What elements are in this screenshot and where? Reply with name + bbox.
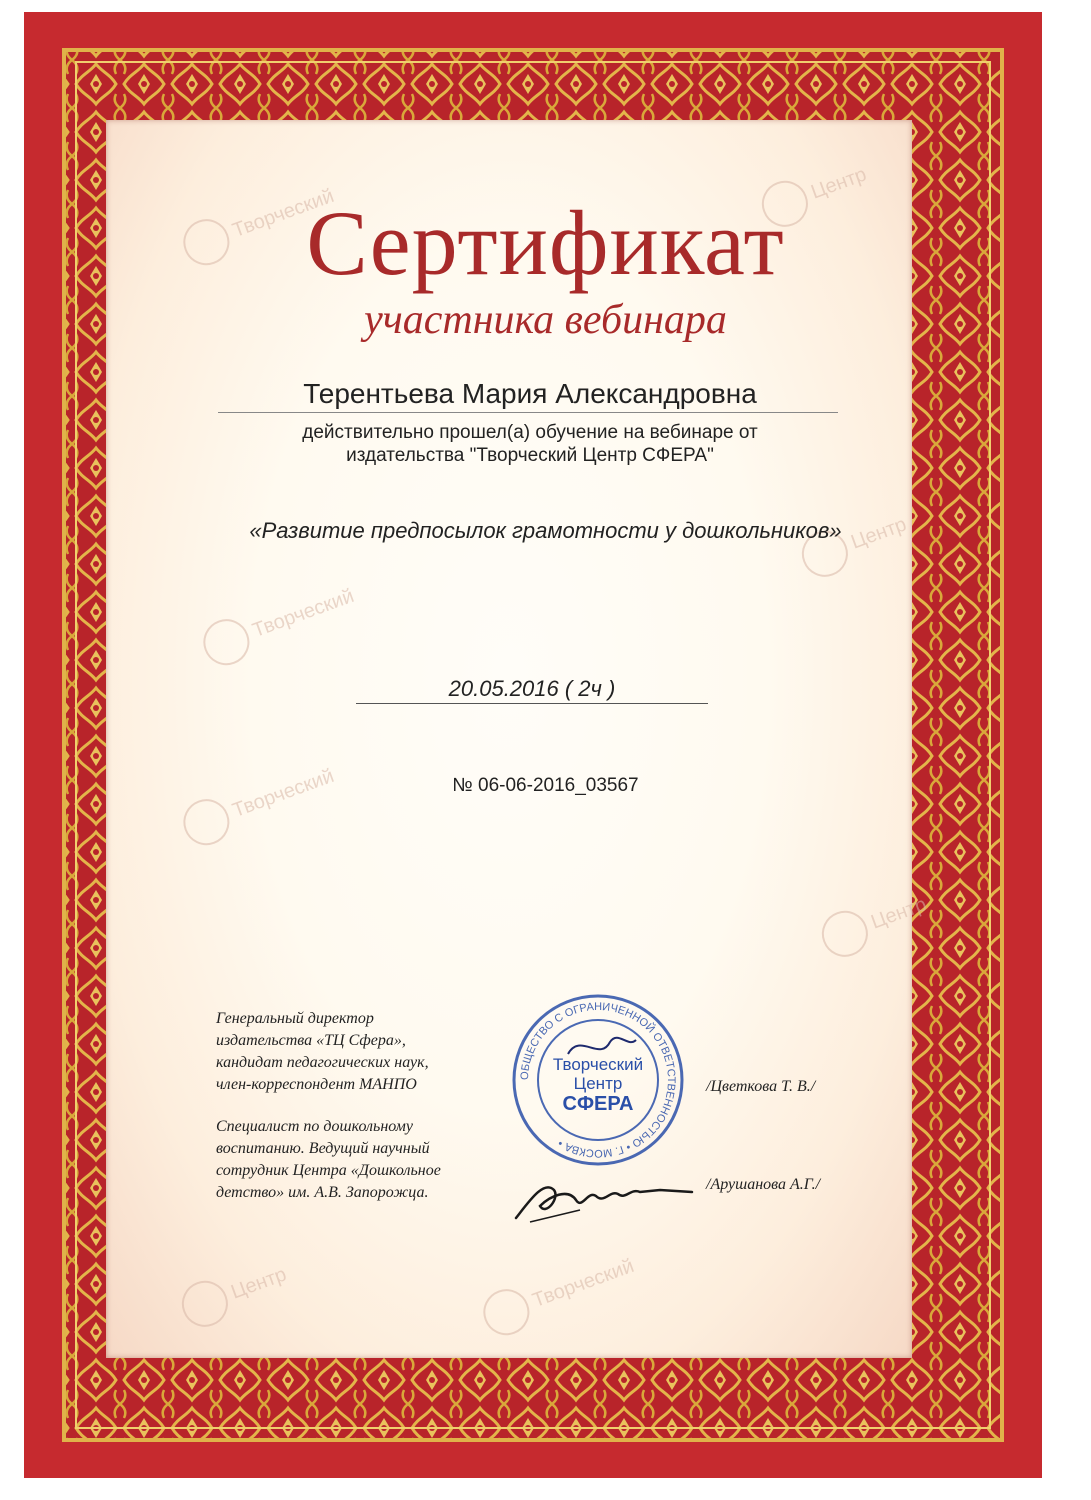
signatory-name: /Арушанова А.Г./ [706, 1176, 821, 1193]
name-underline [218, 412, 838, 413]
webinar-date: 20.05.2016 ( 2ч ) [448, 676, 616, 701]
watermark-logo: Творческий [197, 574, 361, 671]
position-line: детство» им. А.В. Запорожца. [216, 1184, 429, 1201]
date-underline [356, 703, 708, 704]
position-line: Генеральный директор [216, 1010, 374, 1027]
passed-text-line: издательства "Творческий Центр СФЕРА" [346, 445, 714, 466]
signatory-position [216, 1116, 516, 1204]
stamp-center-text: СФЕРА [562, 1093, 634, 1115]
position-line: воспитанию. Ведущий научный [216, 1140, 430, 1157]
certificate-number: № 06-06-2016_03567 [452, 775, 639, 796]
passed-text [220, 421, 840, 467]
watermark-logo: Центр [175, 1253, 293, 1334]
passed-text-line: действительно прошел(а) обучение на вебинаре от [302, 422, 758, 443]
watermark-logo: Творческий [177, 174, 341, 271]
handwritten-signature [510, 1160, 700, 1230]
stamp-center-text: Творческий [552, 1055, 644, 1074]
watermark-logo: Центр [755, 153, 873, 234]
watermark-logo: Центр [815, 883, 933, 964]
stamp-ring-text: ОБЩЕСТВО С ОГРАНИЧЕННОЙ ОТВЕТСТВЕННОСТЬЮ • Г. МОСКВА • [518, 1000, 678, 1160]
certificate-subtitle: участника вебинара [364, 297, 727, 343]
watermark-logo: Центр [795, 503, 913, 584]
webinar-topic: «Развитие предпосылок грамотности у дошкольников» [249, 518, 842, 543]
signatory-name: /Цветкова Т. В./ [706, 1078, 816, 1095]
stamp-seal [510, 992, 686, 1168]
position-line: издательства «ТЦ Сфера», [216, 1032, 406, 1049]
certificate-title: Сертификат [306, 192, 785, 294]
recipient-name: Терентьева Мария Александровна [303, 378, 757, 409]
watermark-logo: Творческий [477, 1244, 641, 1341]
position-line: кандидат педагогических наук, [216, 1054, 429, 1071]
stamp-center-text: Центр [573, 1074, 623, 1093]
signatory-position [216, 1008, 516, 1096]
position-line: сотрудник Центра «Дошкольное [216, 1162, 441, 1179]
position-line: член-корреспондент МАНПО [216, 1076, 417, 1093]
position-line: Специалист по дошкольному [216, 1118, 413, 1135]
watermark-logo: Творческий [177, 754, 341, 851]
